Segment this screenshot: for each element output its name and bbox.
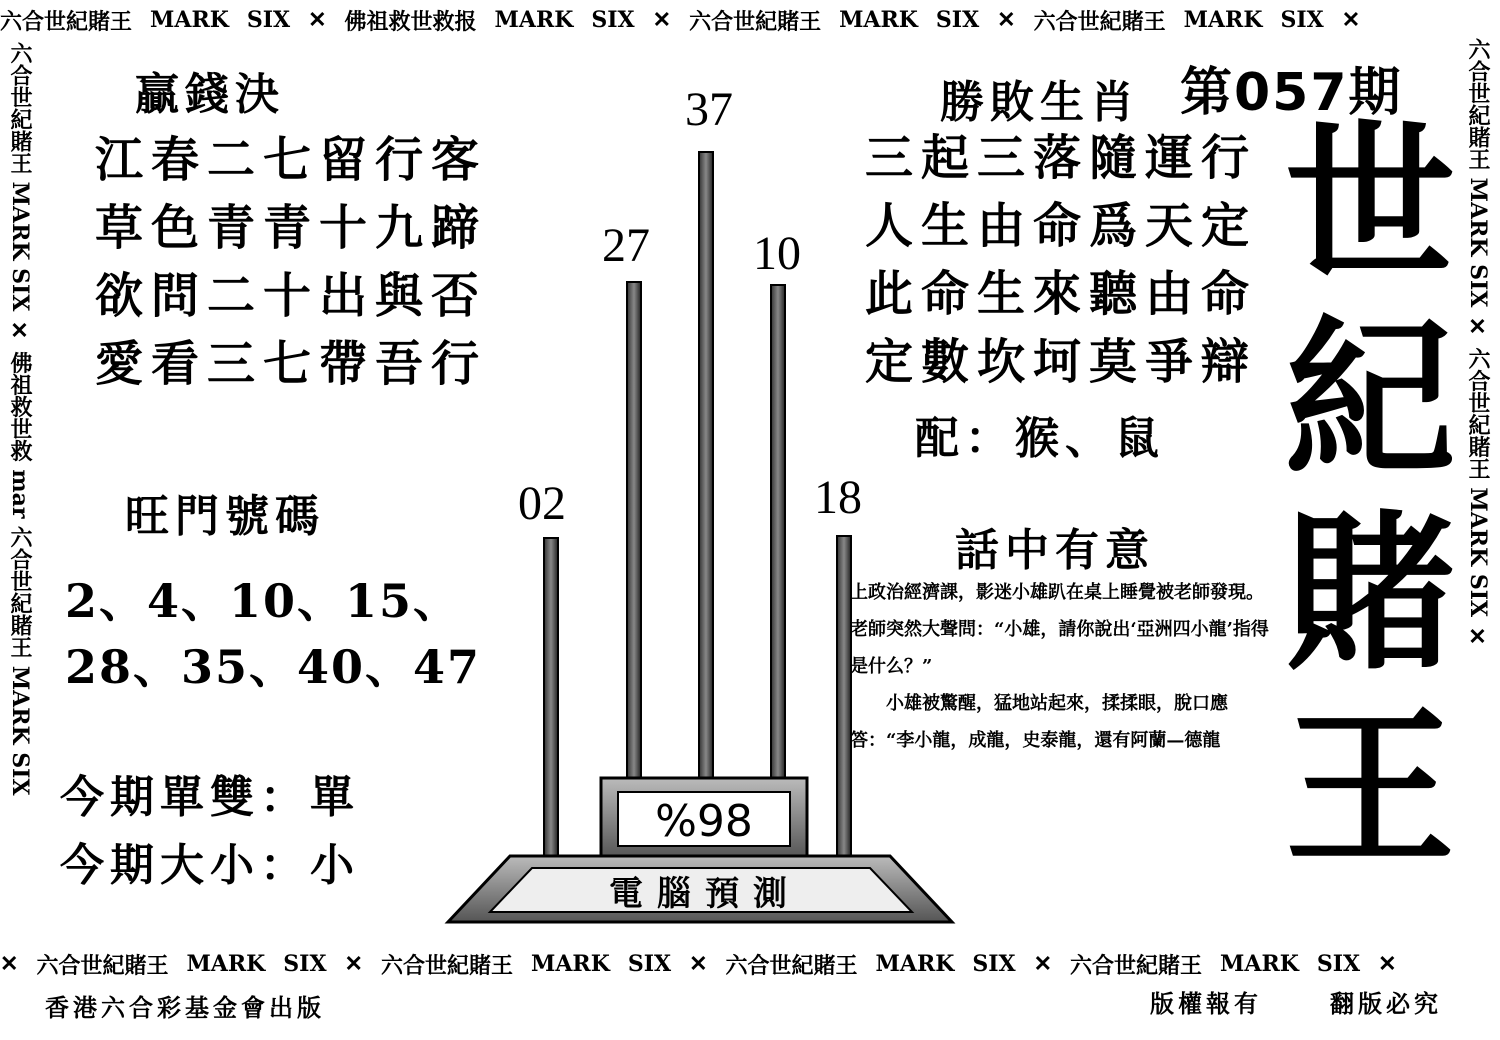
border-segment: SIX	[935, 7, 980, 33]
poem-line: 欲問二十出與否	[95, 268, 488, 324]
border-segment: SIX	[627, 951, 672, 977]
percent-value: %98	[655, 796, 753, 847]
border-segment: 六合世紀賭王	[689, 8, 822, 35]
zodiac-match: 配：猴、鼠	[915, 413, 1165, 464]
border-segment: 佛祖救世救报	[344, 8, 477, 35]
border-segment: ✕	[652, 7, 672, 33]
border-segment: SIX	[972, 951, 1016, 977]
border-segment: ✕	[1378, 951, 1397, 977]
border-segment: ✕	[308, 7, 327, 33]
publisher-text: 香港六合彩基金會出版	[45, 993, 325, 1022]
right-border-banner: 六合世紀賭王 MARK SIX ✕ 六合世紀賭王 MARK SIX ✕	[1465, 38, 1491, 650]
lucky-numbers	[65, 568, 481, 700]
pole-27	[627, 282, 641, 782]
big-title	[1275, 108, 1465, 888]
border-segment: MARK	[1220, 951, 1299, 977]
border-segment: 六合世紀賭王	[0, 8, 133, 35]
border-segment: 六合世紀賭王	[380, 952, 513, 979]
prediction-info	[60, 764, 360, 900]
issue-number: 第057期	[1180, 63, 1403, 123]
poem-line: 草色青青十九蹄	[95, 200, 488, 256]
border-segment: SIX	[1280, 7, 1324, 33]
story-paragraph: 小雄被驚醒，猛地站起來，揉揉眼，脫口應答：“李小龍，成龍，史泰龍，還有阿蘭—德龍	[850, 693, 1228, 751]
left-border-banner: 六合世紀賭王 MARK SIX ✕ 佛祖救世救 mar 六合世紀賭王 MARK SIX	[7, 42, 33, 796]
anti-piracy-text: 翻版必究	[1330, 989, 1442, 1018]
poem-line: 三起三落隨運行	[865, 130, 1258, 186]
poem-line: 此命生來聽由命	[865, 266, 1258, 322]
zodiac-heading: 勝敗生肖	[940, 77, 1140, 128]
story-heading: 話中有意	[955, 525, 1155, 576]
computer-prediction-label: 電腦預測	[609, 874, 801, 914]
pole-02	[544, 538, 558, 856]
story-text	[850, 574, 1275, 759]
border-segment: SIX	[591, 7, 635, 33]
lucky-numbers-heading: 旺門號碼	[125, 491, 325, 542]
pole-37	[699, 152, 713, 782]
border-segment: 六合世紀賭王	[36, 952, 169, 979]
border-segment: SIX	[283, 951, 327, 977]
top-border-banner	[0, 0, 1500, 40]
title-char: 賭	[1284, 496, 1455, 694]
poem-line: 江春二七留行客	[95, 132, 488, 188]
border-segment: ✕	[0, 951, 19, 977]
border-segment: SIX	[1316, 951, 1361, 977]
pole-10	[771, 285, 785, 782]
pole-18	[837, 536, 851, 856]
winning-poem	[95, 126, 487, 398]
title-char: 王	[1284, 691, 1455, 889]
border-segment: 六合世紀賭王	[1070, 952, 1203, 979]
pole-label-27: 27	[602, 219, 650, 272]
winning-formula-heading: 贏錢決	[135, 69, 285, 120]
poem-line: 人生由命爲天定	[865, 198, 1258, 254]
zodiac-poem	[865, 124, 1257, 396]
pole-label-37: 37	[685, 83, 733, 136]
border-segment: 六合世紀賭王	[1033, 8, 1166, 35]
lucky-numbers-line: 28、35、40、47	[65, 640, 482, 694]
border-segment: ✕	[344, 951, 363, 977]
border-segment: ✕	[689, 951, 708, 977]
pole-label-02: 02	[518, 477, 566, 530]
border-segment: ✕	[1341, 7, 1361, 33]
bottom-border-banner	[0, 944, 1500, 984]
pole-label-18: 18	[814, 471, 862, 524]
copyright-text: 版權報有	[1150, 989, 1262, 1018]
story-paragraph: 上政治經濟課，影迷小雄趴在桌上睡覺被老師發現。老師突然大聲問：“小雄，請你說出‘亞洲四小龍’指得是什么？”	[850, 582, 1269, 677]
border-segment: MARK	[186, 951, 266, 977]
title-char: 世	[1284, 106, 1455, 304]
border-segment: MARK	[875, 951, 955, 977]
big-small-prediction: 今期大小：小	[60, 840, 360, 891]
border-segment: ✕	[1033, 951, 1053, 977]
pole-label-10: 10	[753, 227, 801, 280]
poem-line: 愛看三七帶吾行	[95, 336, 488, 392]
border-segment: 六合世紀賭王	[725, 952, 858, 979]
poem-line: 定數坎坷莫爭辯	[865, 334, 1258, 390]
title-char: 紀	[1284, 301, 1455, 499]
border-segment: MARK	[1183, 7, 1263, 33]
border-segment: MARK	[494, 7, 574, 33]
border-segment: SIX	[246, 7, 291, 33]
border-segment: ✕	[997, 7, 1016, 33]
odd-even-prediction: 今期單雙：單	[60, 772, 360, 823]
lucky-numbers-line: 2、4、10、15、	[65, 574, 462, 628]
border-segment: MARK	[150, 7, 229, 33]
border-segment: MARK	[839, 7, 918, 33]
border-segment: MARK	[530, 951, 610, 977]
